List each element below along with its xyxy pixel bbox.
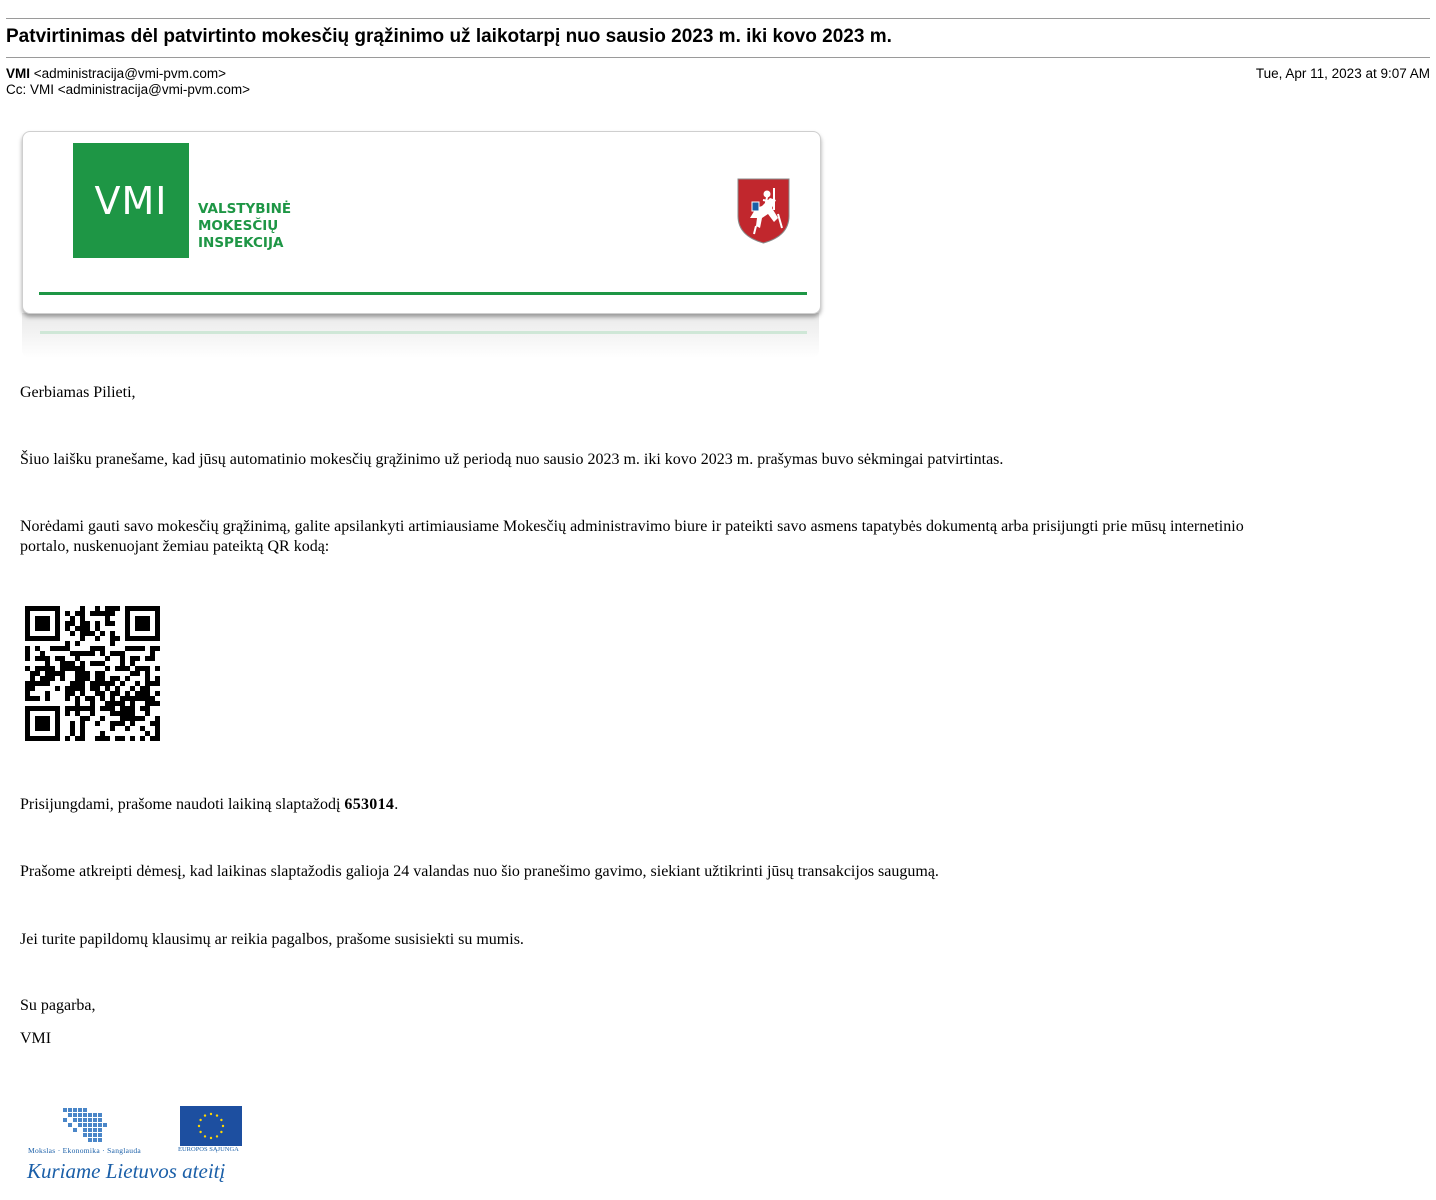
paragraph-password: Prisijungdami, prašome naudoti laikiną slaptažodį 653014.	[20, 796, 399, 813]
greeting: Gerbiamas Pilieti,	[20, 384, 136, 401]
footer-slogan: Kuriame Lietuvos ateitį	[27, 1159, 226, 1183]
banner-green-line	[39, 292, 807, 295]
paragraph-contact: Jei turite papildomų klausimų ar reikia pagalbos, prašome susisiekti su mumis.	[20, 931, 524, 948]
banner-reflection	[22, 313, 819, 358]
temporary-password: 653014	[344, 796, 395, 813]
email-subject: Patvirtinimas dėl patvirtinto mokesčių grąžinimo už laikotarpį nuo sausio 2023 m. iki kovo 2023 m.	[6, 26, 892, 47]
qr-code-icon[interactable]	[25, 606, 160, 741]
email-date: Tue, Apr 11, 2023 at 9:07 AM	[1255, 66, 1430, 81]
paragraph-instructions-2: portalo, nuskenuojant žemiau pateiktą QR kodą:	[20, 538, 330, 555]
paragraph-validity: Prašome atkreipti dėmesį, kad laikinas slaptažodis galioja 24 valandas nuo šio pranešimo gavimo, siekiant užtikrinti jūsų transakcijos saugumą.	[20, 863, 939, 880]
signature: VMI	[20, 1030, 52, 1047]
paragraph-instructions-1: Norėdami gauti savo mokesčių grąžinimą, galite apsilankyti artimiausiame Mokesčių administravimo biure ir pateikti savo asmens tapatybės dokumentą arba prisijungti prie mūsų internetinio	[20, 518, 1244, 535]
eu-text: EUROPOS SĄJUNGA	[178, 1146, 239, 1153]
vmi-org-name: VALSTYBINĖ MOKESČIŲ INSPEKCIJA	[198, 201, 292, 251]
lithuania-coat-of-arms-icon	[736, 178, 791, 244]
top-divider	[6, 18, 1430, 19]
closing: Su pagarba,	[20, 997, 96, 1014]
sender-address[interactable]: <administracija@vmi-pvm.com>	[33, 66, 227, 81]
paragraph-confirmation: Šiuo laišku pranešame, kad jūsų automatinio mokesčių grąžinimo už periodą nuo sausio 2023 m. iki kovo 2023 m. prašymas buvo sėkmingai patvirtintas.	[20, 451, 1004, 468]
banner-reflection-line	[40, 331, 807, 334]
sender-line	[6, 66, 226, 81]
vmi-logo: VMI	[73, 143, 189, 258]
sender-name[interactable]: VMI	[6, 66, 31, 81]
cc-line: Cc: VMI <administracija@vmi-pvm.com>	[6, 82, 251, 97]
subject-divider	[6, 57, 1430, 58]
esf-program-text: Mokslas · Ekonomika · Sanglauda	[28, 1146, 142, 1155]
